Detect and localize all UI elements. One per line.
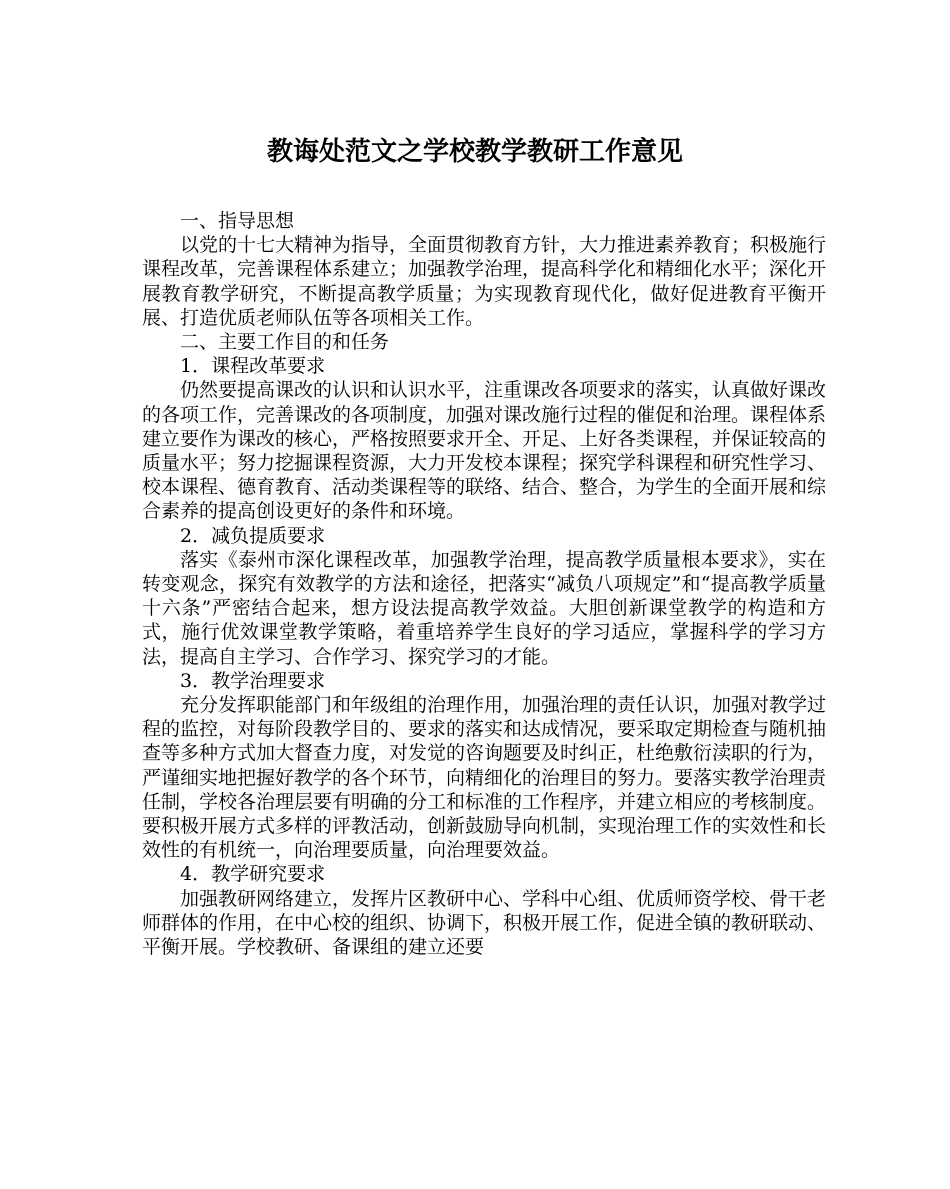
document-body: [142, 209, 826, 959]
body-paragraph: 仍然要提高课改的认识和认识水平，注重课改各项要求的落实，认真做好课改的各项工作，完善课改的各项制度，加强对课改施行过程的催促和治理。课程体系建立要作为课改的核心，严格按照要求开全、开足、上好各类课程，并保证较高的质量水平；努力挖掘课程资源，大力开发校本课程；探究学科课程和研究性学习、校本课程、德育教育、活动类课程等的联络、结合、整合，为学生的全面开展和综合素养的提高创设更好的条件和环境。: [142, 379, 827, 523]
body-paragraph: 落实《泰州市深化课程改革，加强教学治理，提高教学质量根本要求》，实在转变观念，探究有效教学的方法和途径，把落实“减负八项规定”和“提高教学质量十六条”严密结合起来，想方设法提高教学效益。大胆创新课堂教学的构造和方式，施行优效课堂教学策略，着重培养学生良好的学习适应，掌握科学的学习方法，提高自主学习、合作学习、探究学习的才能。: [142, 548, 826, 668]
body-paragraph: 以党的十七大精神为指导，全面贯彻教育方针，大力推进素养教育；积极施行课程改革，完善课程体系建立；加强教学治理，提高科学化和精细化水平；深化开展教育教学研究，不断提高教学质量；为实现教育现代化，做好促进教育平衡开展、打造优质老师队伍等各项相关工作。: [142, 234, 827, 329]
document-title: 教诲处范文之学校教学教研工作意见: [266, 137, 683, 167]
subsection-heading: 1．课程改革要求: [180, 355, 326, 378]
subsection-heading: 2．减负提质要求: [180, 524, 326, 547]
subsection-heading: 3．教学治理要求: [180, 669, 326, 692]
body-paragraph: 加强教研网络建立，发挥片区教研中心、学科中心组、优质师资学校、骨干老师群体的作用，在中心校的组织、协调下，积极开展工作，促进全镇的教研联动、平衡开展。学校教研、备课组的建立还要: [142, 887, 827, 959]
body-paragraph: 充分发挥职能部门和年级组的治理作用，加强治理的责任认识，加强对教学过程的监控，对每阶段教学目的、要求的落实和达成情况，要采取定期检查与随机抽查等多种方式加大督查力度，对发觉的咨询题要及时纠正，杜绝敷衍渎职的行为，严谨细实地把握好教学的各个环节，向精细化的治理目的努力。要落实教学治理责任制，学校各治理层要有明确的分工和标准的工作程序，并建立相应的考核制度。要积极开展方式多样的评教活动，创新鼓励导向机制，实现治理工作的实效性和长效性的有机统一，向治理要质量，向治理要效益。: [142, 694, 827, 862]
section-heading: 二、主要工作目的和任务: [180, 331, 390, 354]
section-heading: 一、指导思想: [180, 210, 295, 232]
subsection-heading: 4．教学研究要求: [180, 863, 326, 886]
